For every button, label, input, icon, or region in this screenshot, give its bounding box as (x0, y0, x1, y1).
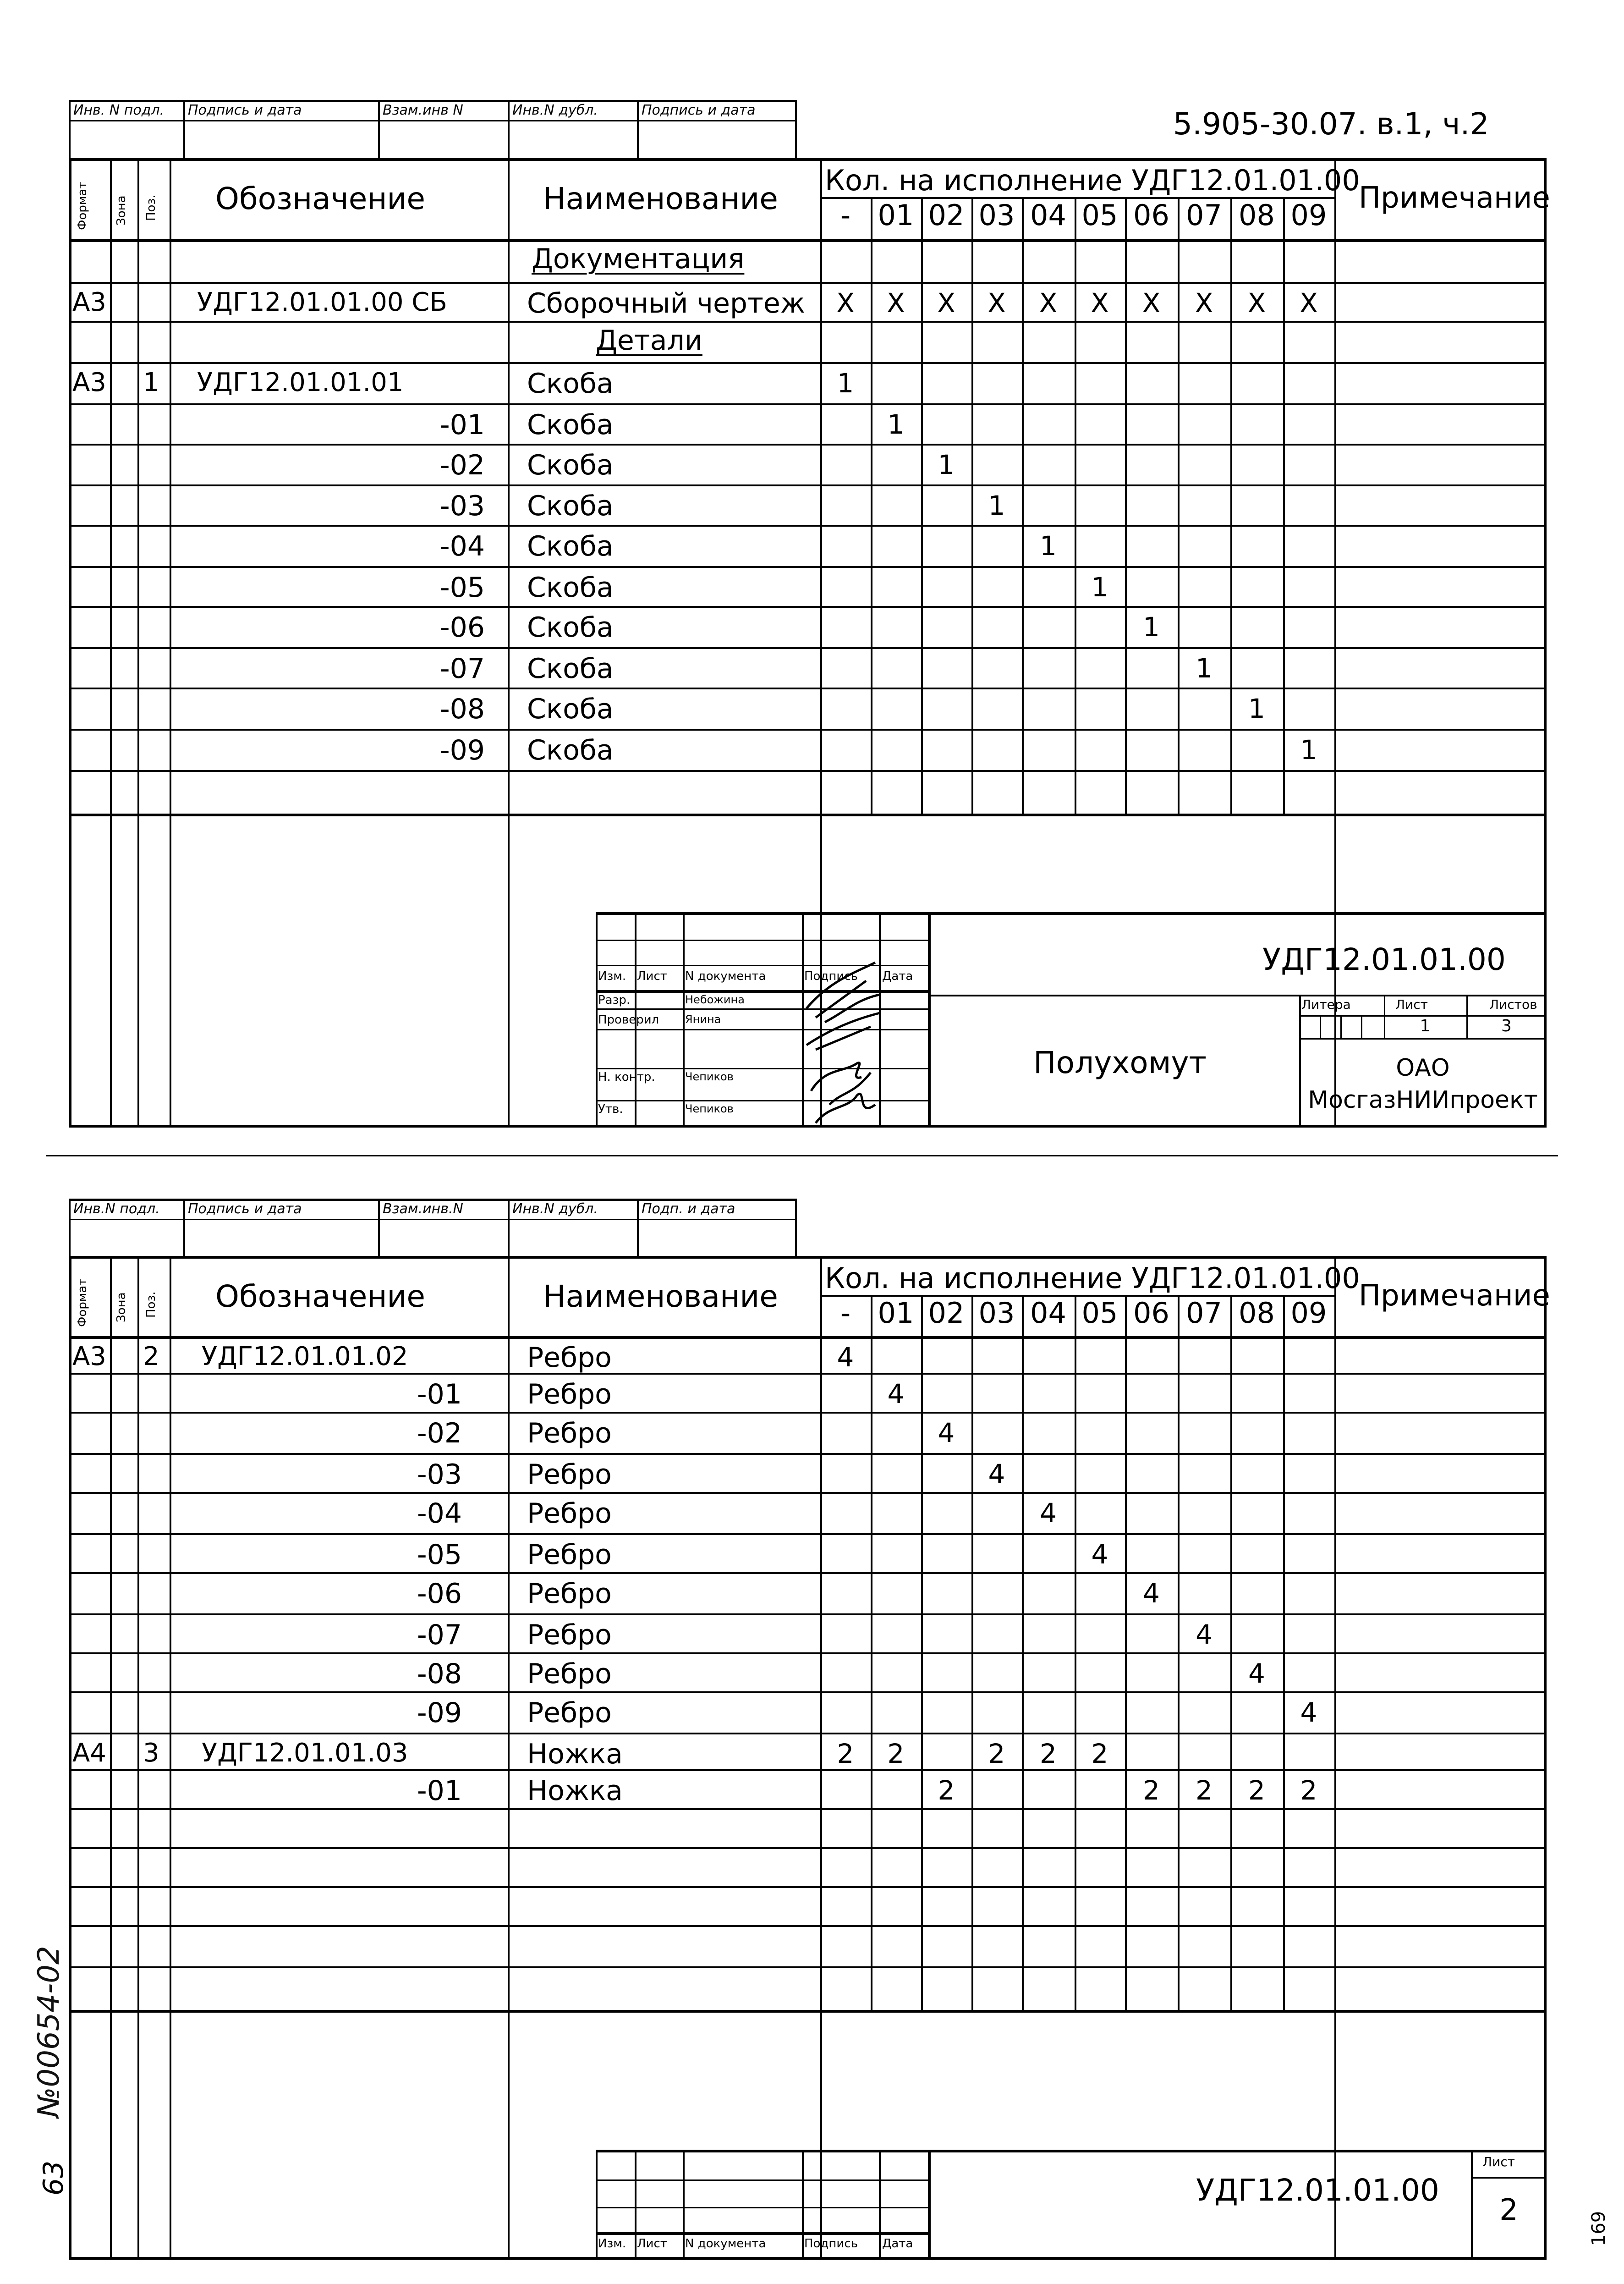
header-variant: 01 (878, 198, 914, 232)
row-quantity: X (1039, 287, 1058, 319)
row-quantity: X (1300, 287, 1318, 319)
row-quantity: 2 (1143, 1775, 1160, 1806)
header-zone: Зона (115, 195, 128, 226)
grid-line (596, 2179, 928, 2181)
row-designation: -05 (440, 572, 485, 604)
section-heading: Документация (532, 243, 745, 275)
header-variant: 09 (1290, 1296, 1327, 1330)
title-label-change: Изм. (598, 969, 626, 983)
row-name: Ребро (527, 1578, 612, 1610)
header-variant: 04 (1030, 198, 1066, 232)
grid-line (69, 1808, 1547, 1810)
row-name: Ножка (527, 1738, 623, 1770)
stamp-field-label: Подпись и дата (188, 1201, 302, 1217)
header-note: Примечание (1359, 1279, 1550, 1313)
section-heading: Детали (596, 325, 702, 357)
header-variant: 09 (1290, 198, 1327, 232)
organization-line-2: МосгазНИИпроект (1308, 1086, 1538, 1114)
row-name: Скоба (527, 490, 614, 522)
title-label-sheet: Лист (637, 2237, 667, 2251)
row-name: Ребро (527, 1619, 612, 1651)
row-quantity: 1 (988, 490, 1005, 521)
header-variant: 02 (928, 198, 965, 232)
signer-name: Янина (685, 1013, 721, 1026)
row-format: А3 (72, 368, 106, 397)
row-quantity: 4 (837, 1342, 854, 1373)
grid-line (508, 158, 510, 1128)
header-format: Формат (76, 1278, 89, 1327)
grid-line (69, 1336, 1547, 1339)
grid-line (170, 158, 171, 1128)
row-designation: -06 (417, 1578, 462, 1610)
grid-line (170, 1256, 171, 2260)
row-quantity: 1 (887, 409, 905, 440)
header-variant: 06 (1133, 1296, 1169, 1330)
title-label-doc-number: N документа (685, 969, 766, 983)
header-variant: 03 (978, 198, 1015, 232)
grid-line (802, 2150, 804, 2260)
header-variant: 04 (1030, 1296, 1066, 1330)
row-quantity: 1 (1196, 653, 1213, 684)
row-quantity: 4 (1248, 1658, 1265, 1689)
stamp-field-label: Подп. и дата (642, 1201, 735, 1217)
row-designation: -07 (440, 653, 485, 685)
grid-line (69, 814, 1547, 816)
title-label-doc-number: N документа (685, 2237, 766, 2251)
row-name: Ребро (527, 1342, 612, 1374)
grid-line (596, 940, 928, 941)
grid-line (69, 282, 1547, 284)
header-name: Наименование (543, 181, 778, 216)
row-quantity: 4 (938, 1417, 955, 1448)
row-designation: -01 (417, 1378, 462, 1410)
row-designation: -02 (440, 449, 485, 481)
row-quantity: 2 (1196, 1775, 1213, 1806)
row-quantity: 4 (988, 1458, 1005, 1490)
row-quantity: X (1195, 287, 1213, 319)
signer-role: Разр. (598, 993, 631, 1007)
signer-name: Чепиков (685, 1070, 734, 1083)
row-name: Скоба (527, 530, 614, 562)
grid-line (596, 912, 1547, 915)
row-quantity: X (1091, 287, 1109, 319)
grid-line (69, 1453, 1547, 1455)
row-quantity: X (836, 287, 855, 319)
header-variant: 06 (1133, 198, 1169, 232)
header-variant: 08 (1239, 1296, 1275, 1330)
row-quantity: 1 (1300, 734, 1317, 765)
grid-line (69, 647, 1547, 649)
grid-line (69, 1533, 1547, 1535)
row-quantity: 2 (887, 1738, 905, 1769)
stamp-field-label: Подпись и дата (188, 102, 302, 118)
grid-line (508, 1256, 510, 2260)
sheet-number: 2 (1499, 2193, 1518, 2227)
signer-role: Проверил (598, 1013, 659, 1027)
row-quantity: 1 (837, 368, 854, 399)
archive-stamp: №00654-02 (32, 1946, 66, 2118)
grid-line (69, 444, 1547, 446)
row-position: 2 (143, 1342, 159, 1371)
row-name: Скоба (527, 409, 614, 441)
row-designation: -06 (440, 611, 485, 644)
row-designation: -08 (417, 1658, 462, 1690)
sheet-label: Лист (1482, 2154, 1515, 2169)
row-designation: -02 (417, 1417, 462, 1449)
stamp-field-label: Взам.инв N (383, 102, 463, 118)
document-title: Полухомут (1033, 1045, 1207, 1080)
header-zone: Зона (115, 1292, 128, 1322)
row-designation: -03 (440, 490, 485, 522)
grid-line (69, 362, 1547, 364)
grid-line (378, 100, 380, 158)
row-name: Ребро (527, 1458, 612, 1491)
grid-line (378, 1199, 380, 1256)
grid-line (637, 100, 639, 158)
row-quantity: X (1247, 287, 1266, 319)
stamp-field-label: Инв.N дубл. (512, 1201, 598, 1217)
grid-line (508, 1199, 510, 1256)
row-quantity: 1 (938, 449, 955, 480)
grid-line (635, 990, 636, 1125)
row-designation: -08 (440, 693, 485, 725)
row-quantity: 4 (1143, 1578, 1160, 1609)
stamp-field-label: Подпись и дата (642, 102, 756, 118)
grid-line (928, 2150, 931, 2260)
title-block-code: УДГ12.01.01.00 (1196, 2173, 1439, 2208)
grid-line (137, 158, 139, 1128)
title-label-change: Изм. (598, 2237, 626, 2251)
signer-role: Утв. (598, 1102, 623, 1116)
grid-line (110, 158, 112, 1128)
row-designation: -04 (440, 530, 485, 562)
row-format: А3 (72, 1342, 106, 1371)
litera-label: Литера (1301, 997, 1351, 1012)
grid-line (69, 120, 795, 121)
grid-line (683, 912, 685, 1125)
grid-line (69, 729, 1547, 731)
header-position: Поз. (144, 1291, 158, 1318)
row-quantity: X (887, 287, 905, 319)
row-position: 1 (143, 368, 159, 397)
row-name: Скоба (527, 449, 614, 481)
header-position: Поз. (144, 194, 158, 221)
header-variant: 02 (928, 1296, 965, 1330)
signatures-image (788, 953, 926, 1128)
header-name: Наименование (543, 1279, 778, 1314)
grid-line (928, 912, 931, 1125)
signer-role: Н. контр. (598, 1070, 655, 1084)
stamp-field-label: Инв.N подл. (73, 1201, 160, 1217)
grid-line (69, 484, 1547, 486)
row-designation: УДГ12.01.01.01 (197, 368, 404, 397)
grid-line (69, 770, 1547, 772)
title-label-sheet: Лист (637, 969, 667, 983)
row-position: 3 (143, 1738, 159, 1768)
header-designation: Обозначение (215, 181, 425, 216)
grid-line (1320, 1015, 1321, 1038)
row-quantity: 2 (1248, 1775, 1265, 1806)
grid-line (69, 100, 71, 158)
header-variant: 07 (1186, 198, 1222, 232)
row-quantity: X (1142, 287, 1161, 319)
grid-line (69, 321, 1547, 323)
row-designation: УДГ12.01.01.03 (202, 1738, 408, 1768)
grid-line (1299, 1038, 1547, 1040)
grid-line (795, 100, 797, 158)
sheet-separator (46, 1155, 1558, 1156)
row-quantity: 1 (1143, 611, 1160, 643)
row-format: А3 (72, 287, 106, 317)
grid-line (69, 403, 1547, 405)
row-quantity: 1 (1091, 572, 1108, 603)
grid-line (596, 2150, 1547, 2152)
grid-line (1334, 1256, 1336, 2260)
row-name: Скоба (527, 611, 614, 644)
grid-line (596, 912, 598, 1125)
grid-line (137, 1256, 139, 2260)
grid-line (69, 606, 1547, 608)
row-quantity: 4 (1091, 1539, 1108, 1570)
row-designation: -05 (417, 1539, 462, 1571)
header-format: Формат (76, 182, 89, 230)
grid-line (69, 1199, 71, 1256)
document-reference: 5.905-30.07. в.1, ч.2 (1173, 106, 1489, 142)
row-designation: -01 (417, 1775, 462, 1807)
row-name: Ножка (527, 1775, 623, 1807)
grid-line (69, 1886, 1547, 1888)
row-quantity: 2 (837, 1738, 854, 1769)
row-name: Ребро (527, 1658, 612, 1690)
row-name: Сборочный чертеж (527, 287, 805, 319)
row-name: Ребро (527, 1378, 612, 1410)
row-designation: -09 (440, 734, 485, 766)
header-variant: - (840, 198, 851, 232)
grid-line (69, 1733, 1547, 1734)
grid-line (69, 1219, 795, 1220)
grid-line (1340, 1015, 1342, 1038)
sheet-number: 1 (1420, 1017, 1431, 1035)
grid-line (69, 1613, 1547, 1615)
grid-line (69, 1572, 1547, 1574)
row-quantity: 2 (1091, 1738, 1108, 1769)
header-designation: Обозначение (215, 1279, 425, 1314)
row-quantity: 4 (1196, 1619, 1213, 1650)
grid-line (795, 1199, 797, 1256)
grid-line (879, 2150, 881, 2260)
row-quantity: 1 (1040, 530, 1057, 561)
row-name: Скоба (527, 572, 614, 604)
row-name: Скоба (527, 734, 614, 766)
grid-line (637, 1199, 639, 1256)
row-quantity: 2 (938, 1775, 955, 1806)
grid-line (69, 1652, 1547, 1654)
sheets-count: 3 (1501, 1017, 1512, 1035)
header-variant: 03 (978, 1296, 1015, 1330)
row-quantity: 2 (1040, 1738, 1057, 1769)
row-name: Скоба (527, 368, 614, 400)
grid-line (69, 1373, 1547, 1375)
row-designation: -04 (417, 1497, 462, 1530)
header-quantity-title: Кол. на исполнение УДГ12.01.01.00 (825, 164, 1360, 197)
signer-name: Чепиков (685, 1102, 734, 1115)
organization-line-1: ОАО (1396, 1054, 1450, 1082)
row-quantity: 1 (1248, 693, 1265, 724)
title-label-signature: Подпись (804, 969, 858, 983)
grid-line (69, 239, 1547, 242)
grid-line (69, 1847, 1547, 1849)
row-designation: УДГ12.01.01.02 (202, 1342, 408, 1371)
archive-number: 63 (38, 2160, 70, 2196)
grid-line (183, 100, 185, 158)
grid-line (69, 525, 1547, 527)
row-name: Ребро (527, 1539, 612, 1571)
row-name: Скоба (527, 693, 614, 725)
title-label-date: Дата (882, 2237, 913, 2251)
grid-line (183, 1199, 185, 1256)
grid-line (69, 566, 1547, 568)
grid-line (635, 2150, 636, 2260)
grid-line (110, 1256, 112, 2260)
grid-line (69, 1925, 1547, 1927)
stamp-field-label: Взам.инв.N (383, 1201, 463, 1217)
row-quantity: 2 (988, 1738, 1005, 1769)
row-designation: -07 (417, 1619, 462, 1651)
grid-line (69, 1412, 1547, 1414)
sheets-count-label: Листов (1489, 997, 1537, 1012)
title-label-signature: Подпись (804, 2237, 858, 2251)
header-variant: 08 (1239, 198, 1275, 232)
title-block-code: УДГ12.01.01.00 (1262, 942, 1506, 977)
signer-name: Небожина (685, 993, 745, 1006)
row-designation: УДГ12.01.01.00 СБ (197, 287, 447, 317)
row-quantity: 4 (1040, 1497, 1057, 1529)
grid-line (928, 995, 1547, 996)
header-variant: 01 (878, 1296, 914, 1330)
title-label-date: Дата (882, 969, 913, 983)
header-variant: 05 (1081, 198, 1118, 232)
grid-line (596, 2232, 928, 2235)
grid-line (69, 1769, 1547, 1771)
grid-line (508, 100, 510, 158)
row-quantity: X (988, 287, 1006, 319)
row-quantity: X (937, 287, 955, 319)
page-corner-number: 169 (1588, 2211, 1609, 2246)
header-variant: 07 (1186, 1296, 1222, 1330)
header-quantity-title: Кол. на исполнение УДГ12.01.01.00 (825, 1261, 1360, 1295)
grid-line (1471, 2177, 1547, 2179)
row-name: Скоба (527, 653, 614, 685)
row-designation: -09 (417, 1697, 462, 1729)
header-variant: - (840, 1296, 851, 1330)
grid-line (683, 2150, 685, 2260)
row-format: А4 (72, 1738, 106, 1768)
grid-line (69, 1492, 1547, 1494)
stamp-field-label: Инв.N дубл. (512, 102, 598, 118)
grid-line (596, 2207, 928, 2208)
row-quantity: 4 (887, 1378, 905, 1409)
grid-line (1361, 1015, 1362, 1038)
row-name: Ребро (527, 1697, 612, 1729)
row-designation: -03 (417, 1458, 462, 1491)
stamp-field-label: Инв. N подл. (73, 102, 165, 118)
grid-line (1334, 158, 1336, 1128)
row-designation: -01 (440, 409, 485, 441)
header-variant: 05 (1081, 1296, 1118, 1330)
row-quantity: 2 (1300, 1775, 1317, 1806)
grid-line (69, 1691, 1547, 1693)
header-note: Примечание (1359, 181, 1550, 215)
row-name: Ребро (527, 1417, 612, 1449)
sheet-label: Лист (1395, 997, 1428, 1012)
grid-line (596, 2150, 598, 2260)
row-name: Ребро (527, 1497, 612, 1530)
grid-line (69, 2010, 1547, 2013)
grid-line (69, 1966, 1547, 1968)
row-quantity: 4 (1300, 1697, 1317, 1728)
grid-line (69, 688, 1547, 689)
